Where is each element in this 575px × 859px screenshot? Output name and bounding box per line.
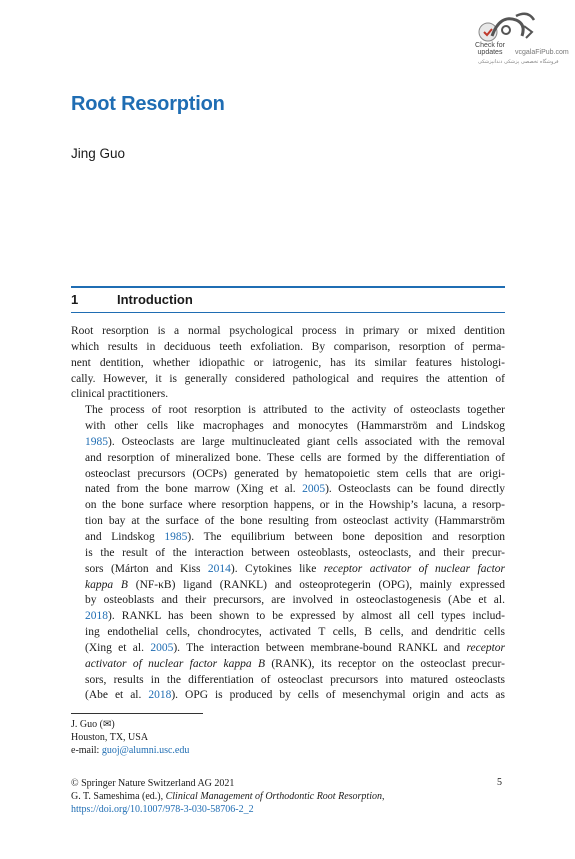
citation-link[interactable]: 2018: [148, 689, 172, 702]
text-line: (Xing et al. 2005). The interaction between membrane-bound RANKL and receptor: [85, 641, 505, 654]
citation-link[interactable]: 2005: [150, 641, 174, 654]
paragraph-2: [71, 403, 505, 704]
section-rule-bottom: [71, 312, 505, 313]
section-number: 1: [71, 292, 79, 307]
citation-link[interactable]: 1985: [85, 435, 108, 448]
text-line: cally. However, it is generally considered pathological and requires the attention of: [71, 372, 505, 385]
text-line: 1985). Osteoclasts are large multinucleated giant cells associated with the removal: [85, 435, 505, 448]
citation-link[interactable]: 1985: [164, 530, 188, 543]
text-line: and Lindskog 1985). The equilibrium between bone deposition and resorption: [85, 530, 505, 543]
chapter-author: Jing Guo: [71, 146, 126, 161]
copyright-line: © Springer Nature Switzerland AG 2021: [71, 778, 235, 789]
citation-link[interactable]: 2018: [85, 610, 108, 623]
text-line: (Abe et al. 2018). OPG is produced by cells of mesenchymal origin and acts as: [85, 689, 505, 702]
citation-link[interactable]: 2005: [302, 483, 326, 496]
text-line: osteoclast precursors (OCPs) generated by hematopoietic stem cells that are origi-: [85, 467, 505, 480]
watermark-url: vcgalaFiPub.com: [515, 49, 569, 56]
text-line: 2018). RANKL has been shown to be expressed by almost all cell types includ-: [85, 610, 505, 623]
text-line: which results in deciduous teeth exfoliation. By comparison, resorption of perma-: [71, 340, 505, 353]
page-number: 5: [497, 777, 502, 788]
text-line: clinical practitioners.: [71, 388, 169, 401]
email-link[interactable]: guoj@alumni.usc.edu: [101, 745, 190, 756]
citation-link[interactable]: 2014: [207, 562, 231, 575]
footnote-author: J. Guo (✉): [71, 719, 115, 730]
text-line: is the result of the interaction between osteoblasts, osteoclasts, and their precur-: [85, 546, 505, 559]
text-line: Root resorption is a normal psychological process in primary or mixed dentition: [71, 325, 505, 337]
footnote-rule: [71, 713, 203, 714]
text-line: ing endothelial cells, chondrocytes, activated T cells, B cells, and dendritic cells: [85, 626, 505, 639]
text-line: nent dentition, whether idiopathic or iatrogenic, has its similar features histologi-: [71, 356, 505, 369]
text-line: activator of nuclear factor kappa B (RANK), its receptor on the osteoclast precur-: [85, 657, 505, 670]
paragraph-1: [71, 324, 505, 403]
watermark-subtitle: فروشگاه تخصصی پزشکی دندانپزشکی: [478, 59, 559, 65]
section-title: Introduction: [117, 292, 193, 307]
text-line: on the bone surface where resorption happens, or in the Howship’s lacuna, a resorp-: [85, 499, 505, 512]
text-line: and resorption of mineralized bone. These cells are formed by the differentiation of: [85, 451, 505, 464]
footnote-location: Houston, TX, USA: [71, 732, 149, 743]
watermark-logo-icon: [486, 6, 538, 50]
section-rule-top: [71, 286, 505, 288]
text-line: sors (Márton and Kiss 2014). Cytokines like receptor activator of nuclear factor: [85, 562, 505, 575]
text-line: The process of root resorption is attributed to the activity of osteoclasts together: [85, 404, 505, 417]
check-updates-label: Check for updates: [475, 42, 505, 56]
body-text: [71, 324, 505, 704]
text-line: sors, results in the differentiation of osteoclast precursors into matured osteoclasts: [85, 673, 505, 686]
text-line: kappa B (NF-κB) ligand (RANKL) and osteoprotegerin (OPG), mainly expressed: [85, 578, 505, 591]
text-line: tion bay at the surface of the bone resulting from osteoclast activity (Hammarström: [85, 515, 505, 528]
book-citation: G. T. Sameshima (ed.), Clinical Management of Orthodontic Root Resorption,: [71, 791, 385, 802]
text-line: with other cells like macrophages and monocytes (Hammarström and Lindskog: [85, 420, 505, 433]
text-line: nated from the bone marrow (Xing et al. 2005). Osteoclasts can be found directly: [85, 483, 505, 496]
chapter-title: Root Resorption: [71, 93, 225, 115]
footnote-email: e-mail: guoj@alumni.usc.edu: [71, 745, 190, 756]
doi-link[interactable]: https://doi.org/10.1007/978-3-030-58706-2_2: [71, 804, 254, 815]
text-line: by osteoblasts and their precursors, are involved in osteoclastogenesis (Abe et al.: [85, 594, 505, 607]
